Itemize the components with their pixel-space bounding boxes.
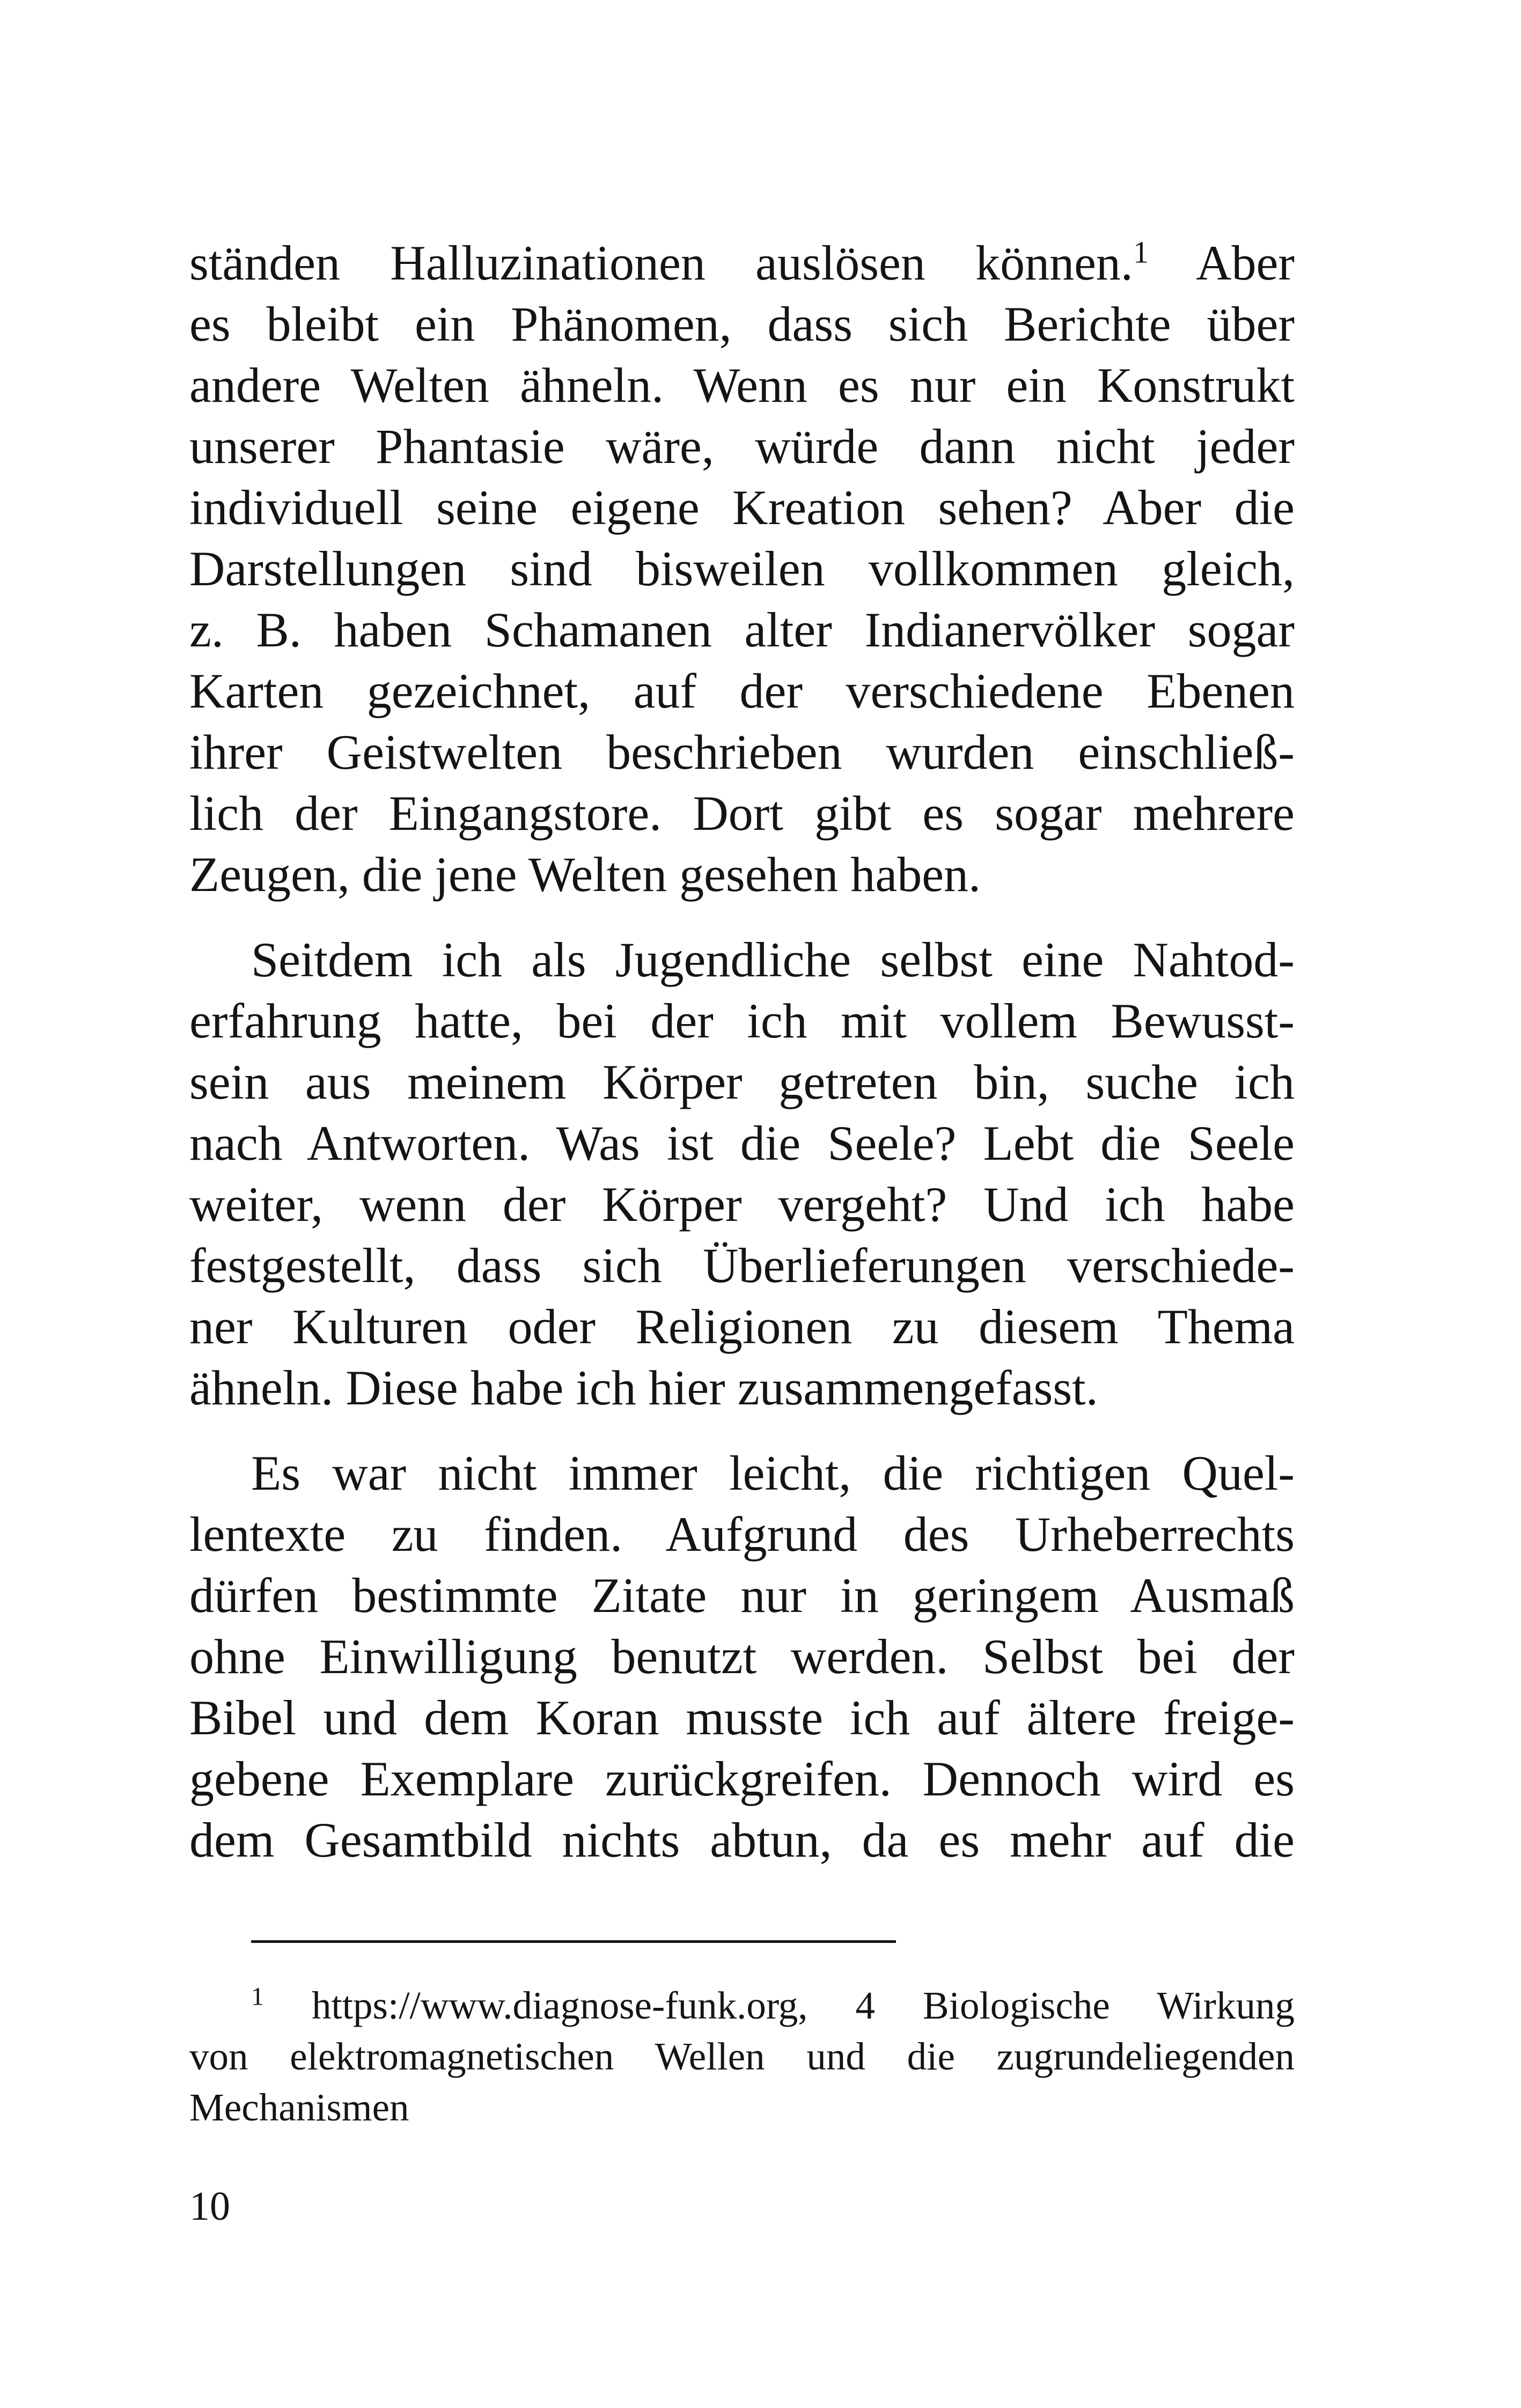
- body-line: ner Kulturen oder Religionen zu diesem Thema: [189, 1299, 1295, 1354]
- footnote-text[interactable]: https://www.diagnose-funk.org, 4 Biologische Wirkung: [264, 1984, 1295, 2027]
- body-line: dem Gesamtbild nichts abtun, da es mehr auf die: [189, 1813, 1295, 1867]
- body-line: [189, 233, 1295, 293]
- body-line: Bibel und dem Koran musste ich auf ältere freige-: [189, 1690, 1295, 1745]
- body-line: Zeugen, die jene Welten gesehen haben.: [189, 847, 981, 902]
- body-line: Es war nicht immer leicht, die richtigen Quel-: [251, 1446, 1295, 1500]
- body-line: Karten gezeichnet, auf der verschiedene Ebenen: [189, 664, 1295, 718]
- body-text: Aber: [1148, 235, 1295, 290]
- footnote-reference[interactable]: 1: [1133, 234, 1149, 270]
- body-line: z. B. haben Schamanen alter Indianervölker sogar: [189, 602, 1295, 657]
- body-line: lich der Eingangstore. Dort gibt es sogar mehrere: [189, 786, 1295, 841]
- footnote-line: Mechanismen: [189, 2086, 409, 2129]
- body-line: ähneln. Diese habe ich hier zusammengefasst.: [189, 1360, 1098, 1415]
- body-line: gebene Exemplare zurückgreifen. Dennoch wird es: [189, 1751, 1295, 1806]
- footnote-line: von elektromagnetischen Wellen und die zugrundeliegenden: [189, 2035, 1295, 2078]
- body-line: lentexte zu finden. Aufgrund des Urheberrechts: [189, 1507, 1295, 1562]
- body-line: ohne Einwilligung benutzt werden. Selbst bei der: [189, 1629, 1295, 1684]
- body-line: dürfen bestimmte Zitate nur in geringem Ausmaß: [189, 1568, 1295, 1623]
- body-line: weiter, wenn der Körper vergeht? Und ich habe: [189, 1177, 1295, 1232]
- body-line: Seitdem ich als Jugendliche selbst eine Nahtod-: [251, 932, 1295, 987]
- body-line: individuell seine eigene Kreation sehen? Aber die: [189, 480, 1295, 535]
- body-line: erfahrung hatte, bei der ich mit vollem Bewusst-: [189, 993, 1295, 1048]
- body-line: nach Antworten. Was ist die Seele? Lebt die Seele: [189, 1116, 1295, 1170]
- body-line: ihrer Geistwelten beschrieben wurden einschließ-: [189, 725, 1295, 779]
- body-line: Darstellungen sind bisweilen vollkommen gleich,: [189, 541, 1295, 596]
- body-line: andere Welten ähneln. Wenn es nur ein Konstrukt: [189, 358, 1295, 413]
- page-number: 10: [189, 2184, 230, 2229]
- footnote-separator: [251, 1940, 896, 1943]
- body-line: sein aus meinem Körper getreten bin, suche ich: [189, 1055, 1295, 1109]
- body-line: festgestellt, dass sich Überlieferungen verschiede-: [189, 1238, 1295, 1293]
- body-line: unserer Phantasie wäre, würde dann nicht jeder: [189, 419, 1295, 474]
- body-text: ständen Halluzinationen auslösen können.: [189, 235, 1133, 290]
- footnote-number: 1: [251, 1982, 264, 2011]
- body-line: es bleibt ein Phänomen, dass sich Berichte über: [189, 297, 1295, 351]
- footnote-line: [251, 1982, 1295, 2029]
